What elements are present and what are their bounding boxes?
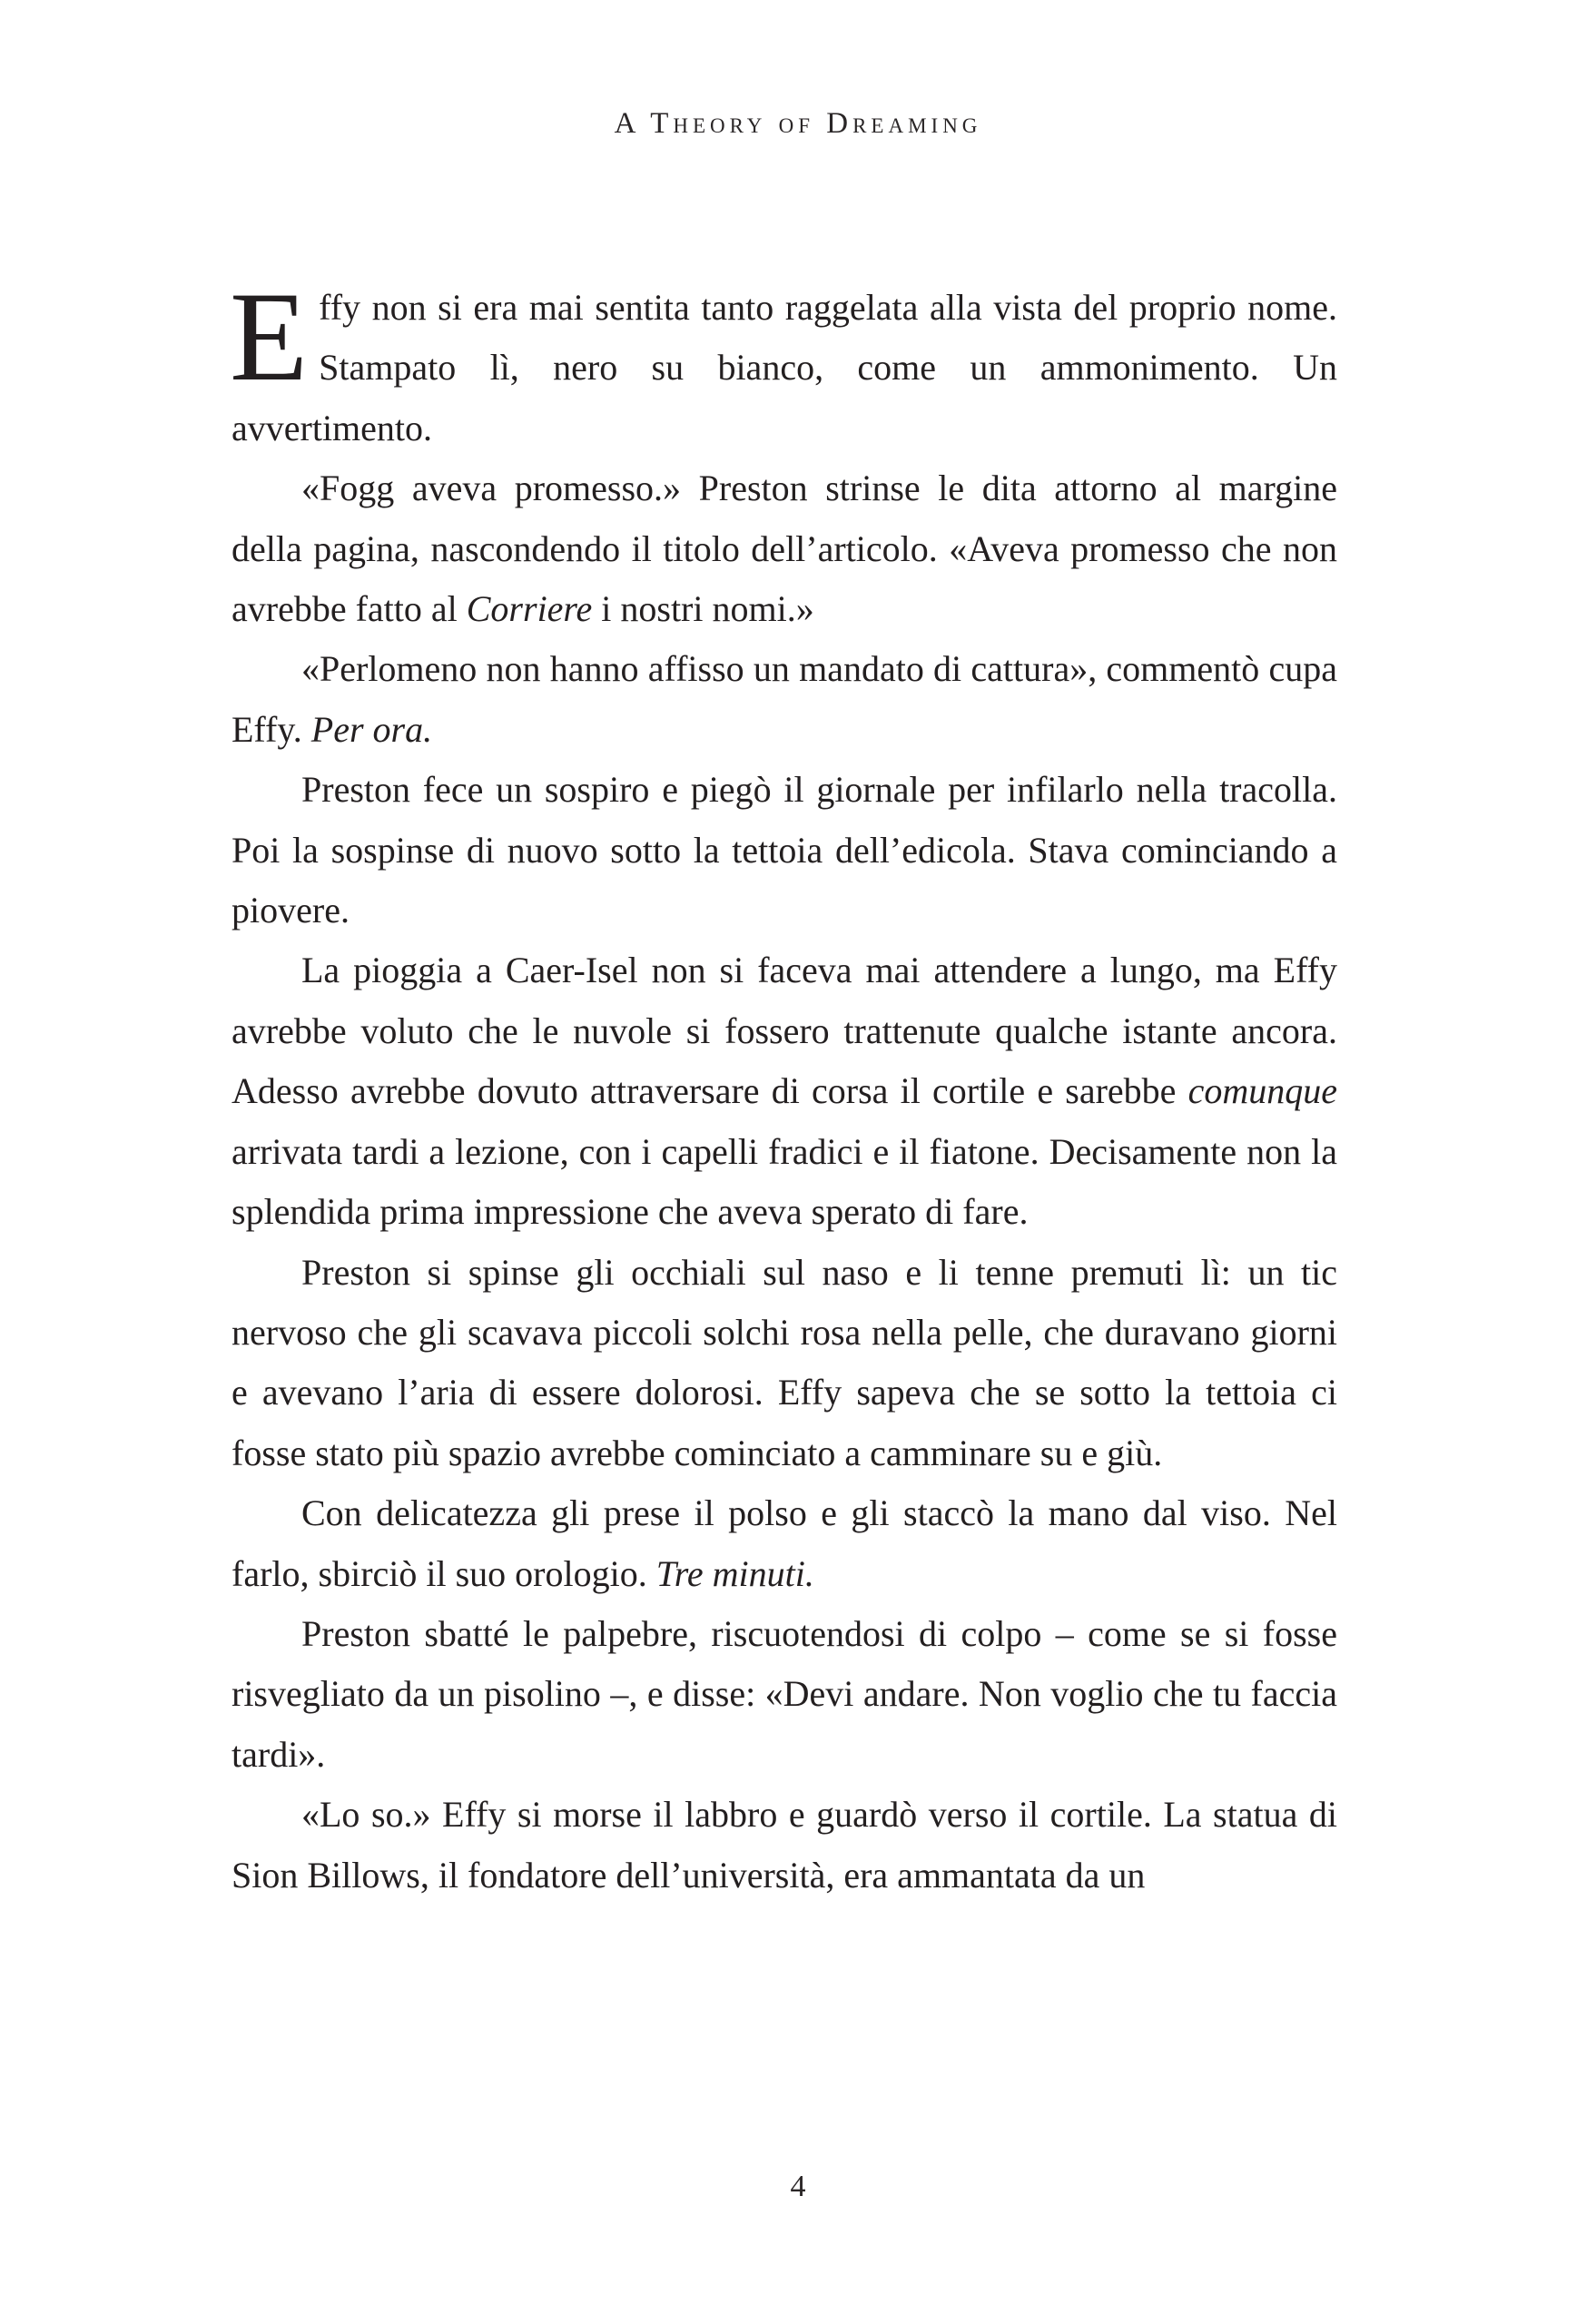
paragraph <box>230 266 1337 458</box>
italic-text: Corriere <box>466 588 593 630</box>
paragraph <box>232 458 1337 639</box>
paragraph-text: La pioggia a Caer-Isel non si faceva mai attendere a lungo, ma Effy avrebbe voluto che le nuvole si fossero trattenute qualche istante ancora. Adesso avrebbe dovuto attraversare di corsa il cortile e sarebbe <box>232 950 1337 1112</box>
paragraph <box>232 639 1337 760</box>
paragraph-text: i nostri nomi.» <box>592 588 814 630</box>
paragraph: «Lo so.» Effy si morse il labbro e guardò verso il cortile. La statua di Sion Billows, il fondatore dell’università, era ammantata da un <box>232 1794 1337 1896</box>
paragraph-text: arrivata tardi a lezione, con i capelli fradici e il fiatone. Decisamente non la splendida prima impressione che aveva sperato di fare. <box>232 1130 1337 1233</box>
paragraph: Preston sbatté le palpebre, riscuotendosi di colpo – come se si fosse risvegliato da un pisolino –, e disse: «Devi andare. Non voglio che tu faccia tardi». <box>232 1612 1337 1775</box>
running-head: A Theory of Dreaming <box>614 107 982 140</box>
body-text <box>230 266 1337 1905</box>
paragraph: Preston fece un sospiro e piegò il giornale per infilarlo nella tracolla. Poi la sospinse di nuovo sotto la tettoia dell’edicola. Stava cominciando a piovere. <box>232 769 1337 931</box>
italic-text: Per ora. <box>310 708 433 750</box>
paragraph-text: Con delicatezza gli prese il polso e gli staccò la mano dal viso. Nel farlo, sbirciò il suo orologio. <box>232 1492 1337 1594</box>
italic-text: comunque <box>1187 1070 1337 1112</box>
paragraph <box>232 940 1337 1242</box>
page-number: 4 <box>790 2170 806 2203</box>
paragraph-text: «Fogg aveva promesso.» Preston strinse le dita attorno al margine della pagina, nascondendo il titolo dell’articolo. «Aveva promesso che non avrebbe fatto al <box>232 468 1337 630</box>
italic-text: Tre minuti. <box>655 1552 814 1594</box>
paragraph <box>232 1483 1337 1604</box>
paragraph-text: «Perlomeno non hanno affisso un mandato di cattura», commentò cupa Effy. <box>232 648 1337 750</box>
paragraph: Preston si spinse gli occhiali sul naso e li tenne premuti lì: un tic nervoso che gli scavava piccoli solchi rosa nella pelle, che duravano giorni e avevano l’aria di essere dolorosi. Effy sapeva che se sotto la tettoia ci fosse stato più spazio avrebbe cominciato a camminare su e giù. <box>232 1251 1337 1473</box>
drop-cap: E <box>230 266 309 408</box>
paragraph-text: ffy non si era mai sentita tanto raggelata alla vista del proprio nome. Stampato lì, nero su bianco, come un ammonimento. Un avvertimento. <box>232 287 1337 448</box>
